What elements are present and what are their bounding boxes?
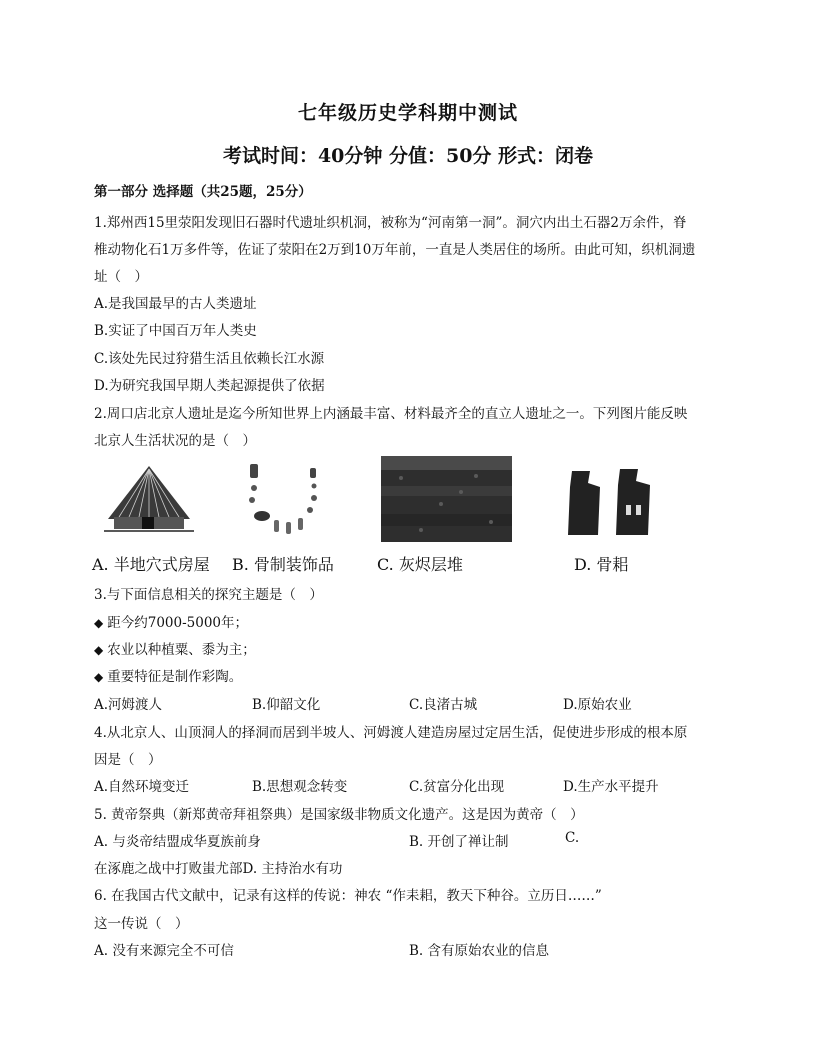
q4-option-c: C.贫富分化出现 (409, 779, 505, 795)
exam-info: 考试时间：40分钟 分值：50分 形式：闭卷 (222, 145, 594, 167)
q3-option-d: D.原始农业 (563, 697, 632, 713)
figure-caption-a: A. 半地穴式房屋 (92, 555, 210, 574)
q4-option-d: D.生产水平提升 (563, 779, 659, 795)
diamond-icon: ◆ (94, 616, 104, 630)
q6-stem-line-2: 这一传说（ ） (94, 916, 189, 932)
q4-stem-line-1: 4.从北京人、山顶洞人的择洞而居到半坡人、河姆渡人建造房屋过定居生活，促使进步形成的根本原 (94, 725, 688, 741)
q3-bullet-text-3: 重要特征是制作彩陶。 (107, 669, 243, 685)
q2-stem-line-1: 2.周口店北京人遗址是迄今所知世界上内涵最丰富、材料最齐全的直立人遗址之一。下列图片能反映 (94, 406, 688, 422)
q3-option-a: A.河姆渡人 (94, 697, 163, 713)
bone-spade-image (564, 465, 658, 541)
q1-option-a: A.是我国最早的古人类遗址 (94, 296, 257, 312)
q1-stem-line-2: 椎动物化石1万多件等，佐证了荥阳在2万到10万年前，一直是人类居住的场所。由此可知，织机洞遗 (94, 242, 696, 258)
q4-stem-line-2: 因是（ ） (94, 752, 162, 768)
q6-option-b: B. 含有原始农业的信息 (409, 943, 550, 959)
q2-stem-line-2: 北京人生活状况的是（ ） (94, 433, 256, 449)
q5-options-continued: 在涿鹿之战中打败蚩尤部D. 主持治水有功 (94, 861, 343, 877)
figure-caption-d: D. 骨耜 (574, 555, 629, 574)
q3-option-c: C.良渚古城 (409, 697, 478, 713)
q6-option-a: A. 没有来源完全不可信 (94, 943, 234, 959)
q4-option-a: A.自然环境变迁 (94, 779, 190, 795)
q4-option-b: B.思想观念转变 (252, 779, 348, 795)
ash-layer-image (381, 456, 512, 542)
figure-caption-b: B. 骨制装饰品 (232, 555, 334, 574)
q3-bullet-text-1: 距今约7000-5000年； (107, 615, 249, 631)
q5-option-a: A. 与炎帝结盟成华夏族前身 (94, 834, 261, 850)
exam-title: 七年级历史学科期中测试 (297, 102, 518, 124)
q3-option-b: B.仰韶文化 (252, 697, 321, 713)
diamond-icon: ◆ (94, 643, 104, 657)
q5-option-c-prefix: C. (565, 830, 580, 846)
diamond-icon: ◆ (94, 670, 104, 684)
q5-stem: 5. 黄帝祭典（新郑黄帝拜祖祭典）是国家级非物质文化遗产。这是因为黄帝（ ） (94, 807, 584, 823)
q3-bullet-text-2: 农业以种植粟、黍为主； (107, 642, 256, 658)
hut-image (104, 463, 194, 541)
q1-stem-line-1: 1.郑州西15里荥阳发现旧石器时代遗址织机洞，被称为“河南第一洞”。洞穴内出土石器2万余件，脊 (94, 215, 687, 231)
q3-bullet-3 (94, 665, 242, 685)
q6-stem-line-1: 6. 在我国古代文献中，记录有这样的传说：神农 “作耒耜，教天下种谷。立历日……” (94, 888, 602, 904)
q1-option-b: B.实证了中国百万年人类史 (94, 323, 257, 339)
q3-bullet-1 (94, 611, 248, 631)
q1-option-c: C.该处先民过狩猎生活且依赖长江水源 (94, 351, 325, 367)
bone-ornaments-image (240, 460, 330, 542)
q3-bullet-2 (94, 638, 256, 658)
q1-stem-line-3: 址（ ） (94, 269, 148, 285)
section-heading: 第一部分 选择题（共25题，25分） (94, 184, 312, 200)
figure-caption-c: C. 灰烬层堆 (377, 555, 463, 574)
q5-option-b: B. 开创了禅让制 (409, 834, 509, 850)
q3-stem: 3.与下面信息相关的探究主题是（ ） (94, 587, 323, 603)
q1-option-d: D.为研究我国早期人类起源提供了依据 (94, 378, 325, 394)
